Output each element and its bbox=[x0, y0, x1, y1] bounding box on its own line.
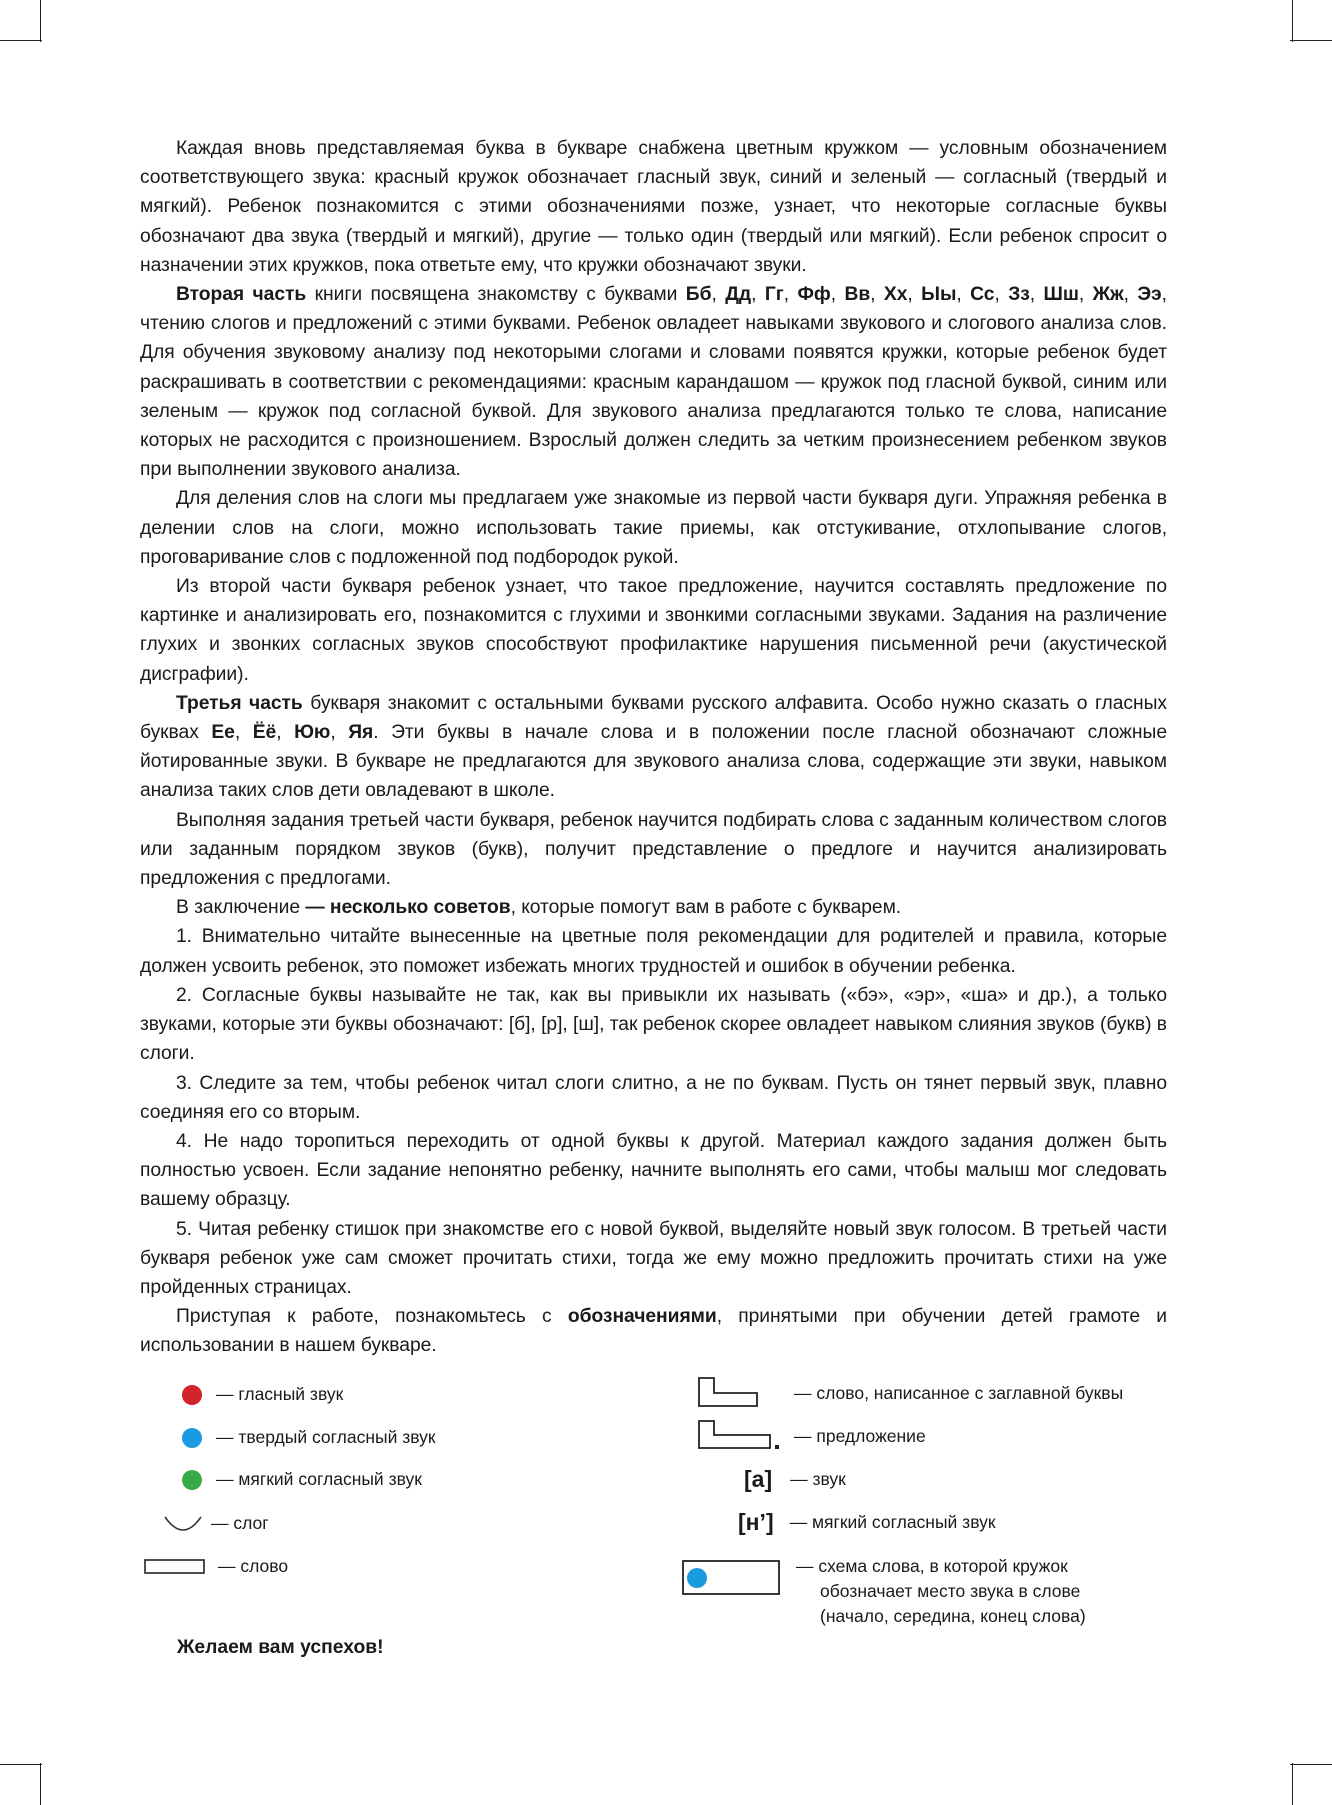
paragraph bbox=[140, 689, 1167, 806]
syllable-arc-icon bbox=[163, 1511, 203, 1535]
soft-sound-symbol: [н’] bbox=[738, 1509, 774, 1535]
bold-text: Третья часть bbox=[176, 692, 303, 714]
text-span: , чтению слогов и предложений с этими буквами. Ребенок овладеет навыками звукового и слогового анализа слов. Для обучения звуковому анализу под некоторыми слогами и словами появятся кружки, которые ребенок будет раскрашивать в соответствии с рекомендациями: красным карандашом — кружок под гласной буквой, синим или зеленым — кружок под согласной буквой. Для звукового анализа предлагаются только те слова, написание которых не расходится с произношением. Взрослый должен следить за четким произнесением ребенком звуков при выполнении звукового анализа. bbox=[140, 284, 1167, 481]
paragraph bbox=[140, 1302, 1167, 1360]
paragraph bbox=[140, 922, 1167, 980]
paragraph bbox=[140, 1215, 1167, 1303]
legend-label: — гласный звук bbox=[216, 1384, 344, 1404]
bold-text: Юю bbox=[294, 722, 331, 744]
text-span: , bbox=[870, 284, 884, 306]
paragraph bbox=[140, 572, 1167, 689]
legend-label: — звук bbox=[790, 1469, 846, 1489]
legend-label: — мягкий согласный звук bbox=[216, 1469, 422, 1489]
legend-label: — слово, написанное с заглавной буквы bbox=[794, 1382, 1124, 1403]
text-span: Каждая вновь представляемая буква в букваре снабжена цветным кружком — условным обозначением соответствующего звука: красный кружок обозначает гласный звук, синий и зеленый — согласный (твердый и мягкий). Ребенок познакомится с этими обозначениями позже, узнает, что некоторые согласные буквы обозначают два звука (твердый и мягкий), другие — только один (твердый или мягкий). Если ребенок спросит о назначении этих кружков, пока ответьте ему, что кружки обозначают звуки. bbox=[140, 138, 1167, 276]
text-span: , bbox=[830, 284, 845, 306]
crop-mark bbox=[40, 0, 41, 42]
legend-soft-consonant bbox=[182, 1469, 422, 1490]
text-span: , bbox=[711, 284, 726, 306]
paragraph bbox=[140, 893, 1167, 922]
blue-circle-icon bbox=[182, 1428, 202, 1448]
text-span: , bbox=[907, 284, 922, 306]
legend-label: (начало, середина, конец слова) bbox=[820, 1606, 1086, 1626]
text-span: , которые помогут вам в работе с букварем. bbox=[510, 897, 902, 919]
paragraph bbox=[140, 1127, 1167, 1215]
text-span: , bbox=[1078, 284, 1093, 306]
bold-text: Хх bbox=[883, 284, 908, 306]
bold-text: Ёё bbox=[252, 722, 277, 744]
legend-sound bbox=[744, 1466, 846, 1493]
paragraph bbox=[140, 484, 1167, 572]
bold-text: Яя bbox=[348, 722, 374, 744]
legend-label: обозначает место звука в слове bbox=[820, 1581, 1081, 1601]
text-span: 4. Не надо торопиться переходить от одной буквы к другой. Материал каждого задания должен быть полностью усвоен. Если задание непонятно ребенку, начните выполнять его сами, чтобы малыш мог следовать вашему образцу. bbox=[140, 1130, 1167, 1211]
crop-mark bbox=[1290, 1764, 1332, 1765]
bold-text: Бб bbox=[685, 284, 712, 306]
legend-label: — твердый согласный звук bbox=[216, 1427, 436, 1447]
bold-text: Дд bbox=[725, 284, 752, 306]
sentence-icon bbox=[698, 1420, 782, 1452]
crop-mark bbox=[40, 1763, 41, 1805]
paragraph bbox=[140, 1069, 1167, 1127]
crop-mark bbox=[1290, 40, 1332, 41]
paragraph bbox=[140, 981, 1167, 1069]
text-span: 3. Следите за тем, чтобы ребенок читал слоги слитно, а не по буквам. Пусть он тянет первый звук, плавно соединяя его со вторым. bbox=[140, 1072, 1167, 1123]
bold-text: Фф bbox=[797, 284, 831, 306]
bold-text: Вторая часть bbox=[176, 284, 307, 306]
text-span: букваря знакомит с остальными буквами русского алфавита. Особо нужно сказать о гласных буквах bbox=[140, 692, 1167, 744]
crop-mark bbox=[1292, 0, 1293, 42]
bold-text: Ыы bbox=[921, 284, 957, 306]
word-rectangle-icon bbox=[144, 1558, 206, 1576]
text-span: Выполняя задания третьей части букваря, ребенок научится подбирать слова с заданным количеством слогов или заданным порядком звуков (букв), получит представление о предлоге и научится анализировать предложения с предлогами. bbox=[140, 809, 1167, 890]
bold-text: Ее bbox=[211, 722, 235, 744]
bold-text: Ээ bbox=[1137, 284, 1162, 306]
bold-text: Шш bbox=[1043, 284, 1079, 306]
crop-mark bbox=[0, 40, 42, 41]
text-span: Из второй части букваря ребенок узнает, что такое предложение, научится составлять предложение по картинке и анализировать его, познакомится с глухими и звонкими согласными звуками. Задания на различение глухих и звонких согласных звуков способствуют профилактике нарушения письменной речи (акустической дисграфии). bbox=[140, 576, 1167, 685]
legend-sentence bbox=[698, 1420, 926, 1452]
legend-capital-word bbox=[698, 1377, 1123, 1409]
paragraph bbox=[140, 134, 1167, 280]
crop-mark bbox=[1292, 1763, 1293, 1805]
bold-text: Зз bbox=[1008, 284, 1030, 306]
bold-text: Сс bbox=[970, 284, 995, 306]
legend-label: — слог bbox=[211, 1512, 269, 1533]
legend-label: — предложение bbox=[794, 1425, 926, 1446]
word-scheme-icon bbox=[682, 1560, 782, 1596]
text-span: , bbox=[234, 722, 253, 744]
text-span: Для деления слов на слоги мы предлагаем уже знакомые из первой части букваря дуги. Упражняя ребенка в делении слов на слоги, можно использовать такие приемы, как отстукивание, отхлопывание слогов, проговаривание слов с подложенной под подбородок рукой. bbox=[140, 488, 1167, 568]
text-span: , принятыми при обучении детей грамоте и использовании в нашем букваре. bbox=[140, 1306, 1167, 1357]
legend-label: — мягкий согласный звук bbox=[789, 1512, 996, 1532]
text-span: Приступая к работе, познакомьтесь с bbox=[176, 1306, 568, 1328]
text-span: В заключение bbox=[176, 897, 306, 919]
text-span: . Эти буквы в начале слова и в положении после гласной обозначают сложные йотированные звуки. В букваре не предлагаются для звукового анализа слова, содержащие эти звуки, навыком анализа таких слов дети овладевают в школе. bbox=[140, 722, 1167, 802]
text-span: книги посвящена знакомству с буквами bbox=[306, 284, 686, 306]
text-span: 1. Внимательно читайте вынесенные на цветные поля рекомендации для родителей и правила, которые должен усвоить ребенок, это поможет избежать многих трудностей и ошибок в обучении ребенка. bbox=[140, 926, 1167, 977]
paragraph bbox=[140, 280, 1167, 484]
red-circle-icon bbox=[182, 1385, 202, 1405]
closing-text: Желаем вам успехов! bbox=[177, 1637, 384, 1658]
text-span: , bbox=[276, 722, 295, 744]
sound-symbol: [а] bbox=[744, 1466, 773, 1492]
text-span: , bbox=[994, 284, 1009, 306]
legend-syllable bbox=[163, 1511, 269, 1535]
text-span: , bbox=[1029, 284, 1044, 306]
legend-word-scheme bbox=[682, 1554, 1086, 1629]
text-span: , bbox=[330, 722, 349, 744]
text-span: , bbox=[1123, 284, 1138, 306]
text-span: , bbox=[956, 284, 971, 306]
text-span: 2. Согласные буквы называйте не так, как вы привыкли их называть («бэ», «эр», «ша» и др.), а только звуками, которые эти буквы обозначают: [б], [р], [ш], так ребенок скорее овладеет навыком слияния звуков (букв) в слоги. bbox=[140, 984, 1167, 1065]
text-span: , bbox=[751, 284, 765, 306]
text-span: 5. Читая ребенку стишок при знакомстве его с новой буквой, выделяйте новый звук голосом. В третьей части букваря ребенок уже сам сможет прочитать стихи, тогда же ему можно предложить прочитать стихи на уже пройденных страницах. bbox=[140, 1218, 1167, 1298]
bold-text: Вв bbox=[844, 284, 871, 306]
bold-text: — несколько советов bbox=[305, 897, 511, 919]
bold-text: Жж bbox=[1092, 284, 1124, 306]
paragraph bbox=[140, 806, 1167, 894]
green-circle-icon bbox=[182, 1470, 202, 1490]
legend-hard-consonant bbox=[182, 1427, 436, 1448]
capital-word-icon bbox=[698, 1377, 760, 1409]
text-span: , bbox=[783, 284, 798, 306]
bold-text: обозначениями bbox=[567, 1306, 717, 1328]
legend-label: — слово bbox=[218, 1556, 289, 1576]
bold-text: Гг bbox=[764, 284, 784, 306]
legend-word bbox=[144, 1556, 288, 1577]
legend-vowel bbox=[182, 1384, 343, 1405]
legend-soft-sound bbox=[738, 1509, 996, 1536]
legend-label: — схема слова, в которой кружок bbox=[796, 1556, 1068, 1576]
body-text bbox=[140, 134, 1167, 1361]
crop-mark bbox=[0, 1764, 42, 1765]
